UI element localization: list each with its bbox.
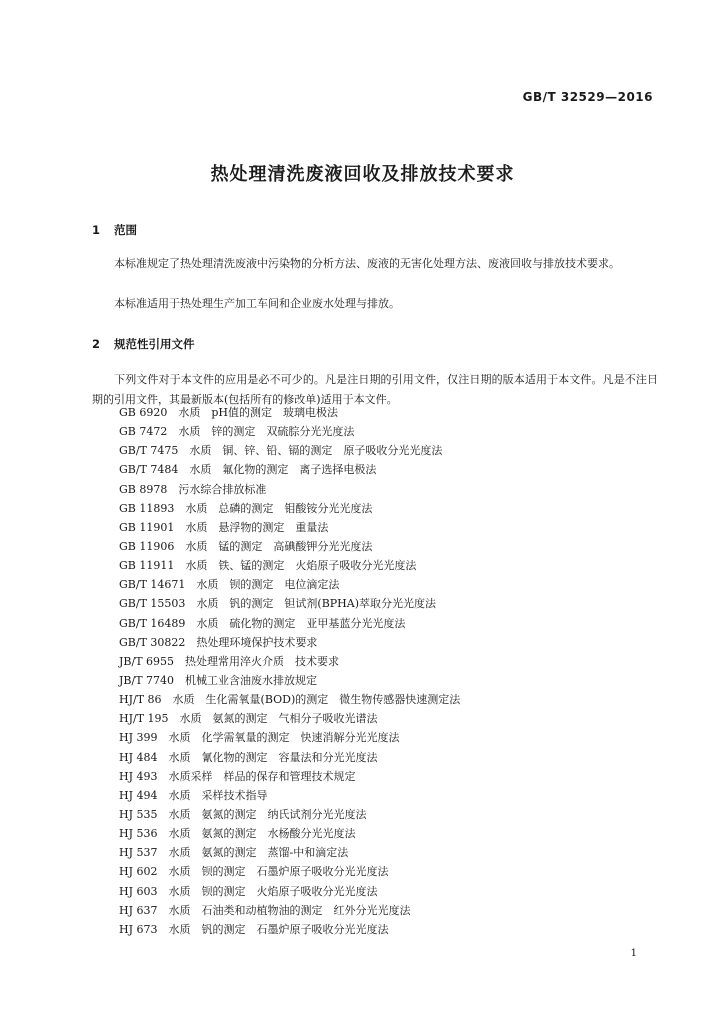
reference-item: GB/T 14671 水质 钡的测定 电位滴定法 xyxy=(119,578,340,592)
reference-item: GB/T 30822 热处理环境保护技术要求 xyxy=(119,635,318,649)
reference-item: HJ 537 水质 氨氮的测定 蒸馏-中和滴定法 xyxy=(119,846,349,860)
reference-item: GB 11893 水质 总磷的测定 钼酸铵分光光度法 xyxy=(119,501,373,515)
reference-item: HJ 494 水质 采样技术指导 xyxy=(119,788,268,802)
reference-item: HJ 602 水质 钡的测定 石墨炉原子吸收分光光度法 xyxy=(119,865,389,879)
reference-item: HJ/T 86 水质 生化需氧量(BOD)的测定 微生物传感器快速测定法 xyxy=(119,693,461,707)
reference-item: JB/T 7740 机械工业含油废水排放规定 xyxy=(119,673,318,687)
normative-references-list xyxy=(119,403,460,939)
reference-item: GB/T 16489 水质 硫化物的测定 亚甲基蓝分光光度法 xyxy=(119,616,406,630)
section-number: 2 xyxy=(92,337,101,351)
section-1-heading xyxy=(92,222,137,238)
reference-item: GB 7472 水质 锌的测定 双硫腙分光光度法 xyxy=(119,425,355,439)
reference-item: GB 8978 污水综合排放标准 xyxy=(119,482,267,496)
reference-item: GB 11906 水质 锰的测定 高碘酸钾分光光度法 xyxy=(119,539,373,553)
reference-item: GB/T 15503 水质 钒的测定 钽试剂(BPHA)萃取分光光度法 xyxy=(119,597,437,611)
reference-item: GB/T 7484 水质 氟化物的测定 离子选择电极法 xyxy=(119,463,377,477)
reference-item: GB 6920 水质 pH值的测定 玻璃电极法 xyxy=(119,406,338,419)
scope-paragraph-2 xyxy=(92,294,658,314)
reference-item: HJ 637 水质 石油类和动植物油的测定 红外分光光度法 xyxy=(119,903,411,917)
reference-item: HJ/T 195 水质 氨氮的测定 气相分子吸收光谱法 xyxy=(119,712,378,726)
reference-item: HJ 535 水质 氨氮的测定 纳氏试剂分光光度法 xyxy=(119,807,367,821)
reference-item: HJ 493 水质采样 样品的保存和管理技术规定 xyxy=(119,769,356,783)
page-number: 1 xyxy=(630,948,637,959)
reference-item: GB/T 7475 水质 铜、锌、铅、镉的测定 原子吸收分光光度法 xyxy=(119,444,443,458)
paragraph-text: 本标准适用于热处理生产加工车间和企业废水处理与排放。 xyxy=(114,297,400,310)
section-title: 规范性引用文件 xyxy=(114,337,195,351)
paragraph-text: 本标准规定了热处理清洗废液中污染物的分析方法、废液的无害化处理方法、废液回收与排放技术要求。 xyxy=(114,257,620,270)
standard-code: GB/T 32529—2016 xyxy=(522,90,653,104)
section-number: 1 xyxy=(92,223,101,237)
reference-item: HJ 673 水质 钒的测定 石墨炉原子吸收分光光度法 xyxy=(119,922,389,936)
scope-paragraph-1 xyxy=(92,254,658,274)
section-title: 范围 xyxy=(114,223,137,237)
reference-item: HJ 536 水质 氨氮的测定 水杨酸分光光度法 xyxy=(119,827,356,841)
reference-item: HJ 399 水质 化学需氧量的测定 快速消解分光光度法 xyxy=(119,731,400,745)
reference-item: HJ 484 水质 氰化物的测定 容量法和分光光度法 xyxy=(119,750,378,764)
document-title: 热处理清洗废液回收及排放技术要求 xyxy=(210,164,515,185)
reference-item: GB 11911 水质 铁、锰的测定 火焰原子吸收分光光度法 xyxy=(119,559,417,573)
reference-item: JB/T 6955 热处理常用淬火介质 技术要求 xyxy=(119,654,340,668)
reference-item: GB 11901 水质 悬浮物的测定 重量法 xyxy=(119,520,329,534)
reference-item: HJ 603 水质 钡的测定 火焰原子吸收分光光度法 xyxy=(119,884,378,898)
section-2-heading xyxy=(92,336,195,352)
paragraph-text: 下列文件对于本文件的应用是必不可少的。凡是注日期的引用文件，仅注日期的版本适用于本文件。凡是不注日期的引用文件，其最新版本(包括所有的修改单)适用于本文件。 xyxy=(92,373,658,406)
